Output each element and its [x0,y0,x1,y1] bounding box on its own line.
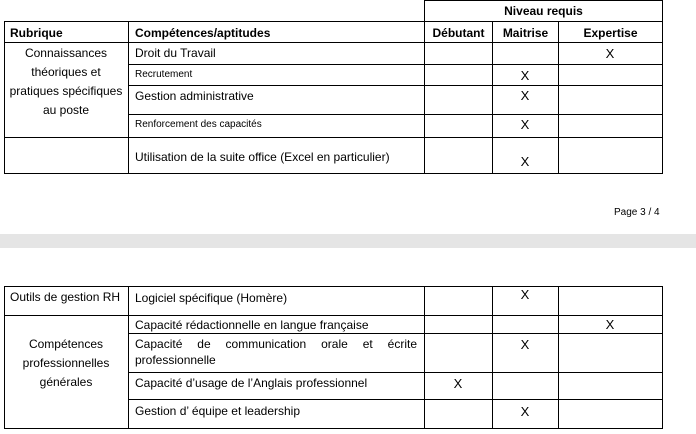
page-number: Page 3 / 4 [614,207,660,218]
rubrique-connaissances: Connaissances théoriques et pratiques spécifiques au poste [9,46,123,117]
expertise-header: Expertise [583,26,638,40]
skill-droit-du-travail: Droit du Travail [135,46,216,60]
skill-renforcement-capacites: Renforcement des capacités [135,119,262,130]
expertise-mark: X [605,317,615,332]
rubrique-outils-rh: Outils de gestion RH [10,290,121,304]
competences-header: Compétences/aptitudes [135,26,271,40]
expertise-mark: X [605,46,615,61]
maitrise-mark: X [520,117,530,132]
maitrise-mark: X [520,88,530,103]
skill-gestion-equipe-leadership: Gestion d’ équipe et leadership [135,404,300,418]
maitrise-mark: X [520,287,530,302]
skill-gestion-administrative: Gestion administrative [135,89,254,103]
maitrise-header: Maitrise [502,26,549,40]
document-page-bottom [0,248,696,434]
maitrise-mark: X [520,68,530,83]
rubrique-header: Rubrique [10,26,63,40]
competences-table-top [0,0,696,180]
skill-suite-office: Utilisation de la suite office (Excel en particulier) [135,150,390,164]
skill-anglais-professionnel: Capacité d’usage de l’Anglais professionnel [135,376,368,390]
rubrique-competences-generales: Compétences professionnelles générales [22,337,110,389]
skill-capacite-redactionnelle: Capacité rédactionnelle en langue française [135,318,369,332]
skill-communication-orale-ecrite: Capacité de communication orale et écrite professionnelle [135,337,417,367]
skill-logiciel-homere: Logiciel spécifique (Homère) [135,291,288,305]
competences-table-bottom [0,248,696,434]
maitrise-mark: X [520,154,530,169]
maitrise-mark: X [520,404,530,419]
debutant-header: Débutant [432,26,485,40]
skill-recrutement: Recrutement [135,69,193,80]
page-separator [0,234,696,248]
debutant-mark: X [453,376,463,391]
niveau-requis-header: Niveau requis [504,4,583,18]
maitrise-mark: X [520,337,530,352]
